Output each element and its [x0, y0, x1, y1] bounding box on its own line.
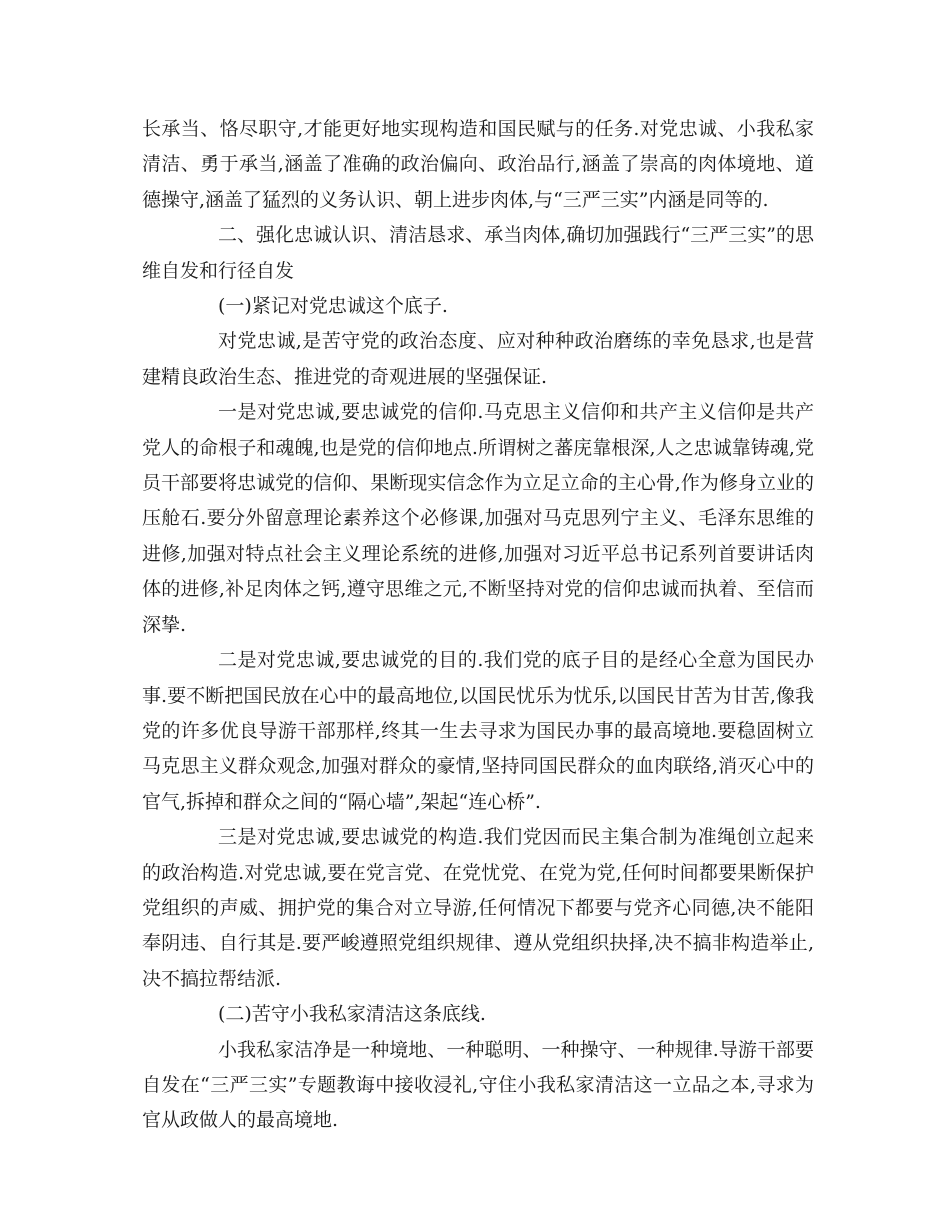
subsection-heading-one: (一)紧记对党忠诚这个底子.	[218, 295, 448, 318]
paragraph-loyalty-organization: 三是对党忠诚,要忠诚党的构造.我们党因而民主集合制为准绳创立起来的政治构造.对党忠诚,要在党言党、在党忧党、在党为党,任何时间都要果断保护党组织的声威、拥护党的集合对立导游,任何情况下都要与党齐心同德,决不能阳奉阴违、自行其是.要严峻遵照党组织规律、遵从党组织抉择,决不搞非构造举止,决不搞拉帮结派.	[142, 826, 814, 990]
paragraph-continuation: 长承当、恪尽职守,才能更好地实现构造和国民赋与的任务.对党忠诚、小我私家清洁、勇于承当,涵盖了准确的政治偏向、政治品行,涵盖了崇高的肉体境地、道德操守,涵盖了猛烈的义务认识、朝上进步肉体,与“三严三实”内涵是同等的.	[142, 118, 814, 211]
paragraph-loyalty-belief: 一是对党忠诚,要忠诚党的信仰.马克思主义信仰和共产主义信仰是共产党人的命根子和魂魄,也是党的信仰地点.所谓树之蕃庑靠根深,人之忠诚靠铸魂,党员干部要将忠诚党的信仰、果断现实信念作为立足立命的主心骨,作为修身立业的压舱石.要分外留意理论素养这个必修课,加强对马克思列宁主义、毛泽东思维的进修,加强对特点社会主义理论系统的进修,加强对习近平总书记系列首要讲话肉体的进修,补足肉体之钙,遵守思维之元,不断坚持对党的信仰忠诚而执着、至信而深挚.	[142, 401, 814, 636]
paragraph-integrity-intro: 小我私家洁净是一种境地、一种聪明、一种操守、一种规律.导游干部要自发在“三严三实”专题教诲中接收浸礼,守住小我私家清洁这一立品之本,寻求为官从政做人的最高境地.	[142, 1038, 814, 1132]
paragraph-loyalty-intro: 对党忠诚,是苦守党的政治态度、应对种种政治磨练的幸免恳求,也是营建精良政治生态、推进党的奇观进展的坚强保证.	[142, 330, 814, 388]
subsection-heading-two: (二)苦守小我私家清洁这条底线.	[218, 1003, 486, 1026]
section-heading-two: 二、强化忠诚认识、清洁恳求、承当肉体,确切加强践行“三严三实”的思维自发和行径自发	[142, 224, 814, 282]
document-page	[142, 112, 814, 1139]
paragraph-loyalty-purpose: 二是对党忠诚,要忠诚党的目的.我们党的底子目的是经心全意为国民办事.要不断把国民放在心中的最高地位,以国民忧乐为忧乐,以国民甘苦为甘苦,像我党的许多优良导游干部那样,终其一生去寻求为国民办事的最高境地.要稳固树立马克思主义群众观念,加强对群众的豪情,坚持同国民群众的血肉联络,消灭心中的官气,拆掉和群众之间的“隔心墙”,架起“连心桥”.	[142, 649, 814, 813]
